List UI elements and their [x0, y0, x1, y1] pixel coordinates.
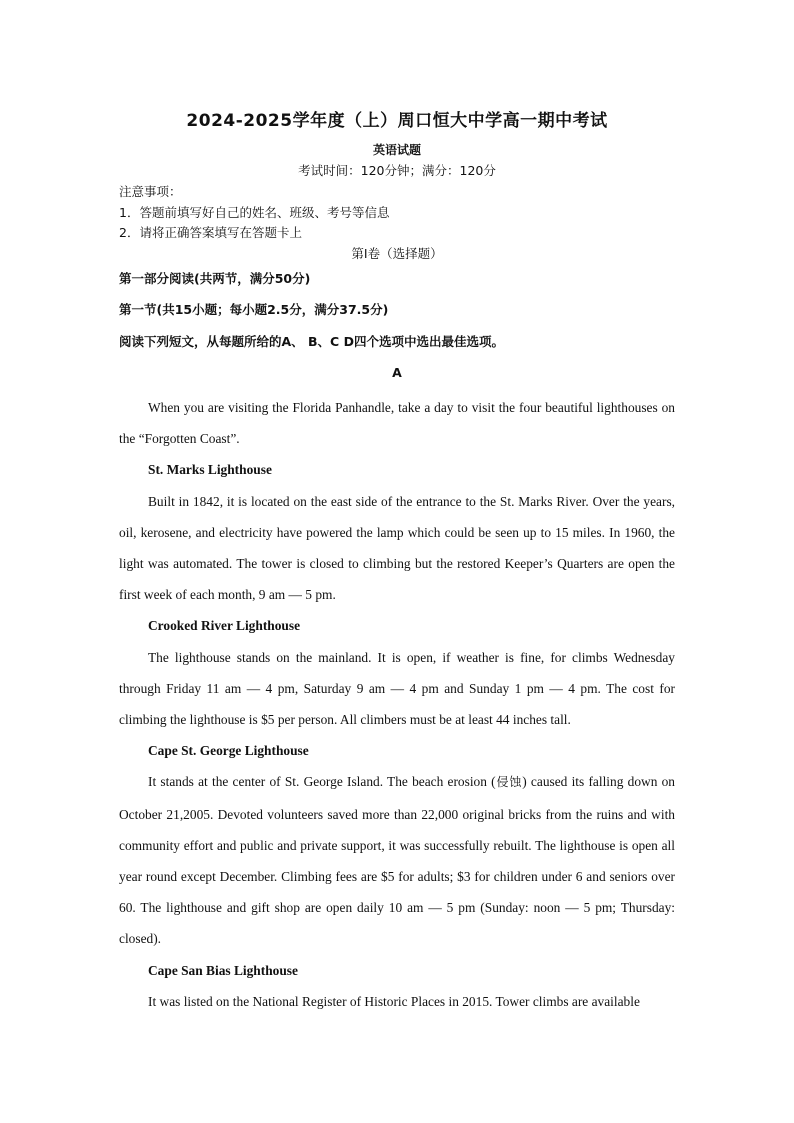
section-title: 第一节(共15小题；每小题2.5分，满分37.5分) [119, 302, 389, 317]
notes-item-1: 1．答题前填写好自己的姓名、班级、考号等信息 [119, 205, 390, 220]
gloss-erosion: 侵蚀 [495, 775, 523, 790]
notes-label: 注意事项： [119, 184, 182, 199]
exam-subject: 英语试题 [372, 143, 421, 157]
text-part: It stands at the center of St. George Island. The beach erosion ( [148, 774, 496, 790]
exam-title: 2024-2025学年度（上）周口恒大中学高一期中考试 [186, 111, 608, 131]
lighthouse-text-st-marks: Built in 1842, it is located on the east side of the entrance to the St. Marks River. Over the years, oil, kerosene, and electricity have powered the lamp which could be seen up to 15 miles. In 1960, the light was automated. The tower is closed to climbing but the restored Keeper’s Quarters are open the first week of each month, 9 am — 5 pm. [119, 493, 675, 603]
volume-title: 第Ⅰ卷（选择题） [351, 246, 443, 261]
passage-label: A [392, 365, 402, 380]
lighthouse-heading-st-marks: St. Marks Lighthouse [148, 462, 272, 478]
notes-item-2: 2．请将正确答案填写在答题卡上 [119, 225, 302, 240]
passage-body [119, 392, 675, 1017]
lighthouse-text-cape-st-george [119, 766, 675, 954]
part-title: 第一部分阅读(共两节，满分50分) [119, 271, 311, 286]
passage-intro: When you are visiting the Florida Panhandle, take a day to visit the four beautiful lighthouses on the “Forgotten Coast”. [119, 400, 675, 447]
lighthouse-text-crooked-river: The lighthouse stands on the mainland. It is open, if weather is fine, for climbs Wednesday through Friday 11 am — 4 pm, Saturday 9 am — 4 pm and Sunday 1 pm — 4 pm. The cost for climbing the lighthouse is $5 per person. All climbers must be at least 44 inches tall. [119, 649, 675, 728]
exam-info: 考试时间：120分钟；满分：120分 [298, 163, 496, 178]
reading-instruction: 阅读下列短文，从每题所给的A、 B、C D四个选项中选出最佳选项。 [119, 334, 504, 349]
lighthouse-heading-crooked-river: Crooked River Lighthouse [148, 618, 301, 634]
lighthouse-heading-cape-st-george: Cape St. George Lighthouse [148, 743, 309, 759]
lighthouse-heading-cape-san-bias: Cape San Bias Lighthouse [148, 962, 298, 978]
text-part: ) caused its falling down on October 21,2005. Devoted volunteers saved more than 22,000 original bricks from the ruins and with community effort and public and private support, it was successfully rebuilt. The lighthouse is open all year round except December. Climbing fees are $5 for adults; $3 for children under 6 and seniors over 60. The lighthouse and gift shop are open daily 10 am — 5 pm (Sunday: noon — 5 pm; Thursday: closed). [119, 774, 675, 947]
lighthouse-text-cape-san-bias: It was listed on the National Register of Historic Places in 2015. Tower climbs are available [148, 993, 640, 1009]
